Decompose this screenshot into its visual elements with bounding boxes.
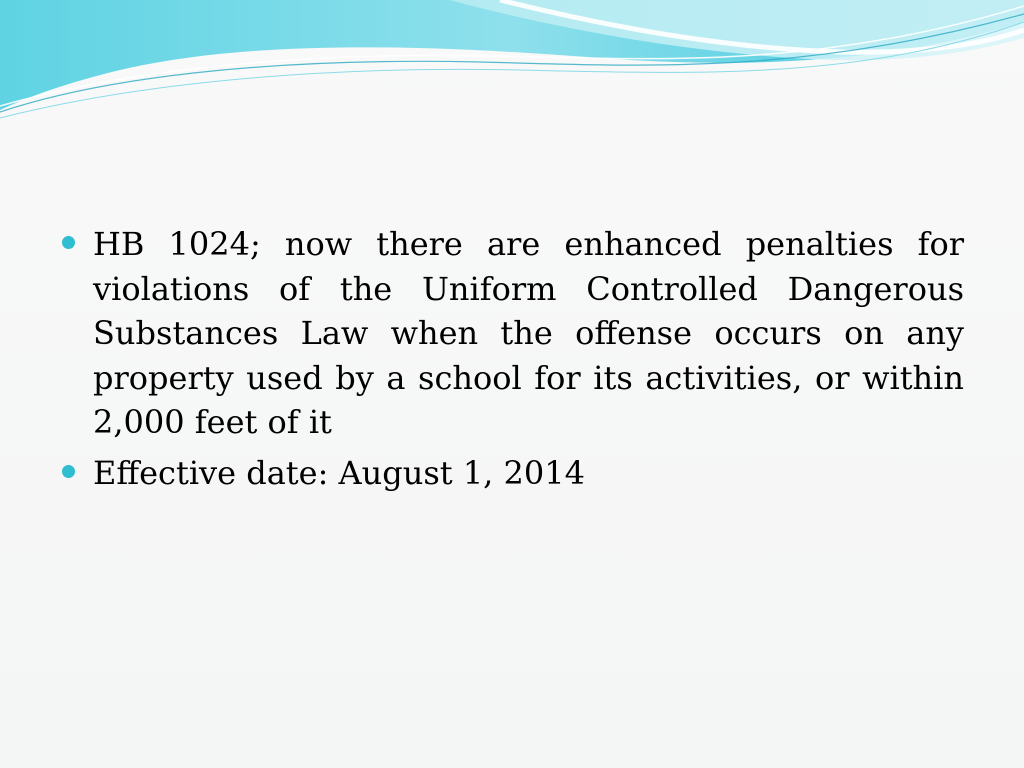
bullet-dot-icon xyxy=(62,236,75,249)
bullet-list xyxy=(62,222,964,495)
bullet-item-2 xyxy=(62,451,964,496)
bullet-item-1 xyxy=(62,222,964,445)
header-wave-decoration xyxy=(0,0,1024,130)
bullet-text: HB 1024; now there are enhanced penalties for violations of the Uniform Controlled Dangerous Substances Law when the offense occurs on any property used by a school for its activities, or within 2,000 feet of it xyxy=(93,225,964,441)
bullet-text: Effective date: August 1, 2014 xyxy=(93,453,585,492)
bullet-dot-icon xyxy=(62,465,75,478)
slide-body xyxy=(62,222,964,501)
